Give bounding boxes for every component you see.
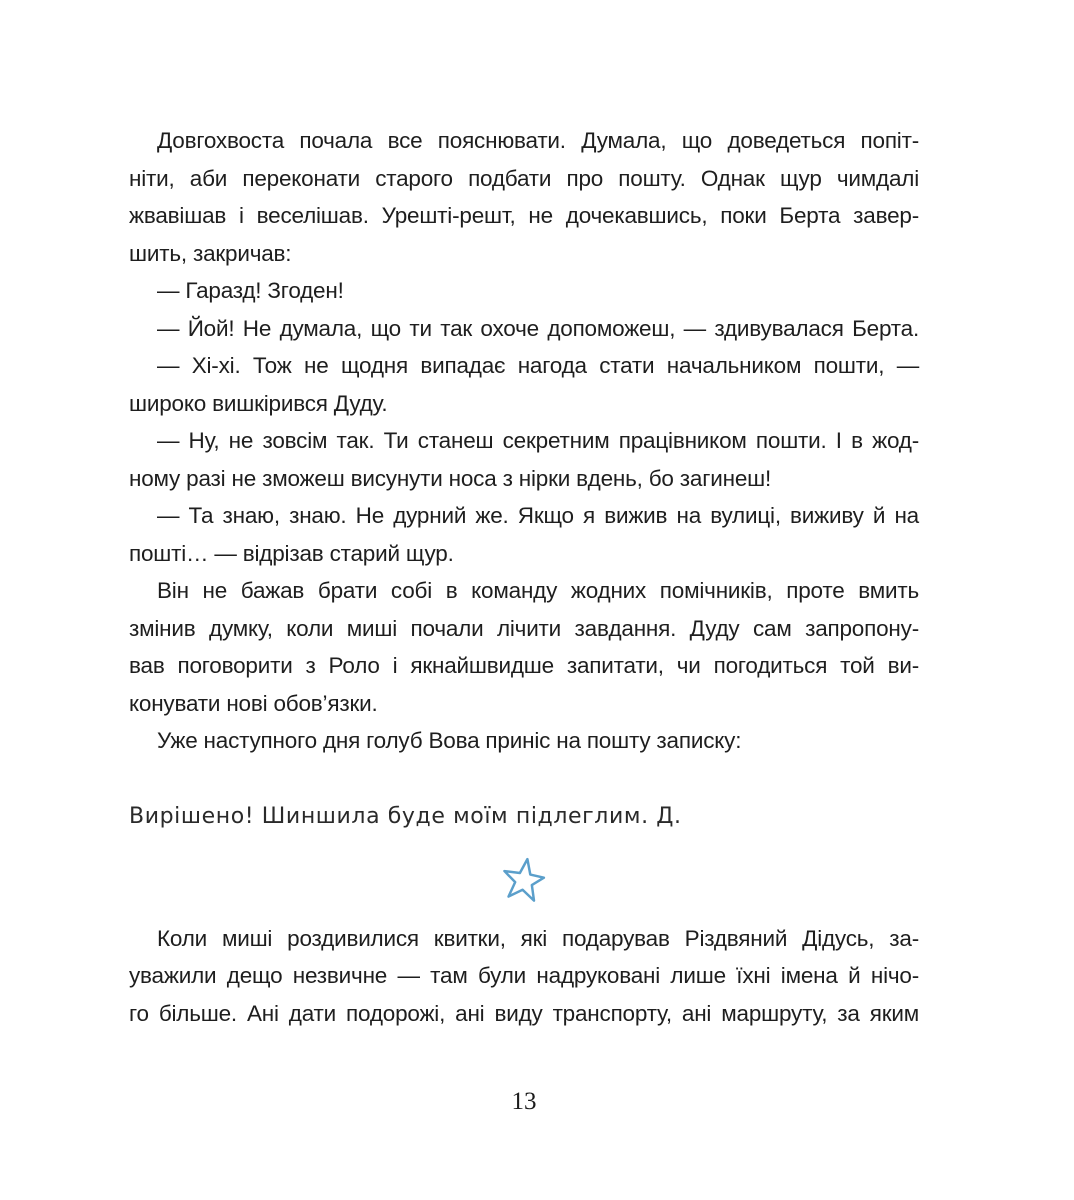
- text-line: ніти, аби переконати старого подбати про пошту. Однак щур чимдалі: [129, 165, 919, 191]
- body-text-top: [129, 122, 919, 760]
- text-line: Довгохвоста почала все пояснювати. Думала, що доведеться попіт-: [157, 128, 919, 153]
- star-outline-path: [503, 857, 546, 901]
- star-icon: [499, 852, 549, 907]
- text-line: — Йой! Не думала, що ти так охоче допоможеш, — здивувалася Берта.: [157, 315, 919, 341]
- text-line: — Хі-хі. Тож не щодня випадає нагода стати начальником пошти, —: [157, 353, 919, 378]
- text-line: Коли миші роздивилися квитки, які подарував Різдвяний Дідусь, за-: [157, 925, 919, 951]
- text-line: шить, закричав:: [129, 240, 292, 266]
- page-number: 13: [511, 1088, 537, 1115]
- text-block: [129, 122, 919, 1032]
- text-line: змінив думку, коли миші почали лічити завдання. Дуду сам запропону-: [129, 615, 919, 641]
- star-divider: [129, 852, 919, 908]
- text-line: вав поговорити з Роло і якнайшвидше запитати, чи погодиться той ви-: [129, 653, 919, 678]
- text-line: жвавішав і веселішав. Урешті-решт, не дочекавшись, поки Берта завер-: [129, 203, 919, 228]
- text-line: пошті… — відрізав старий щур.: [129, 540, 454, 566]
- text-line: — Ну, не зовсім так. Ти станеш секретним працівником пошти. І в жод-: [157, 428, 919, 453]
- body-text-bottom: [129, 920, 919, 1033]
- text-line: Він не бажав брати собі в команду жодних помічників, проте вмить: [157, 578, 919, 603]
- text-line: ному разі не зможеш висунути носа з нірки вдень, бо загинеш!: [129, 465, 772, 491]
- text-line: широко вишкірився Дуду.: [129, 390, 388, 416]
- handwritten-note: Вирішено! Шиншила буде моїм підлеглим. Д.: [129, 803, 682, 829]
- text-line: — Гаразд! Згоден!: [157, 278, 344, 303]
- text-line: — Та знаю, знаю. Не дурний же. Якщо я вижив на вулиці, виживу й на: [157, 503, 919, 528]
- text-line: Уже наступного дня голуб Вова приніс на пошту записку:: [157, 728, 742, 753]
- text-line: конувати нові обов’язки.: [129, 690, 378, 716]
- text-line: го більше. Ані дати подорожі, ані виду транспорту, ані маршруту, за яким: [129, 1000, 919, 1026]
- text-line: уважили дещо незвичне — там були надруковані лише їхні імена й нічо-: [129, 963, 919, 988]
